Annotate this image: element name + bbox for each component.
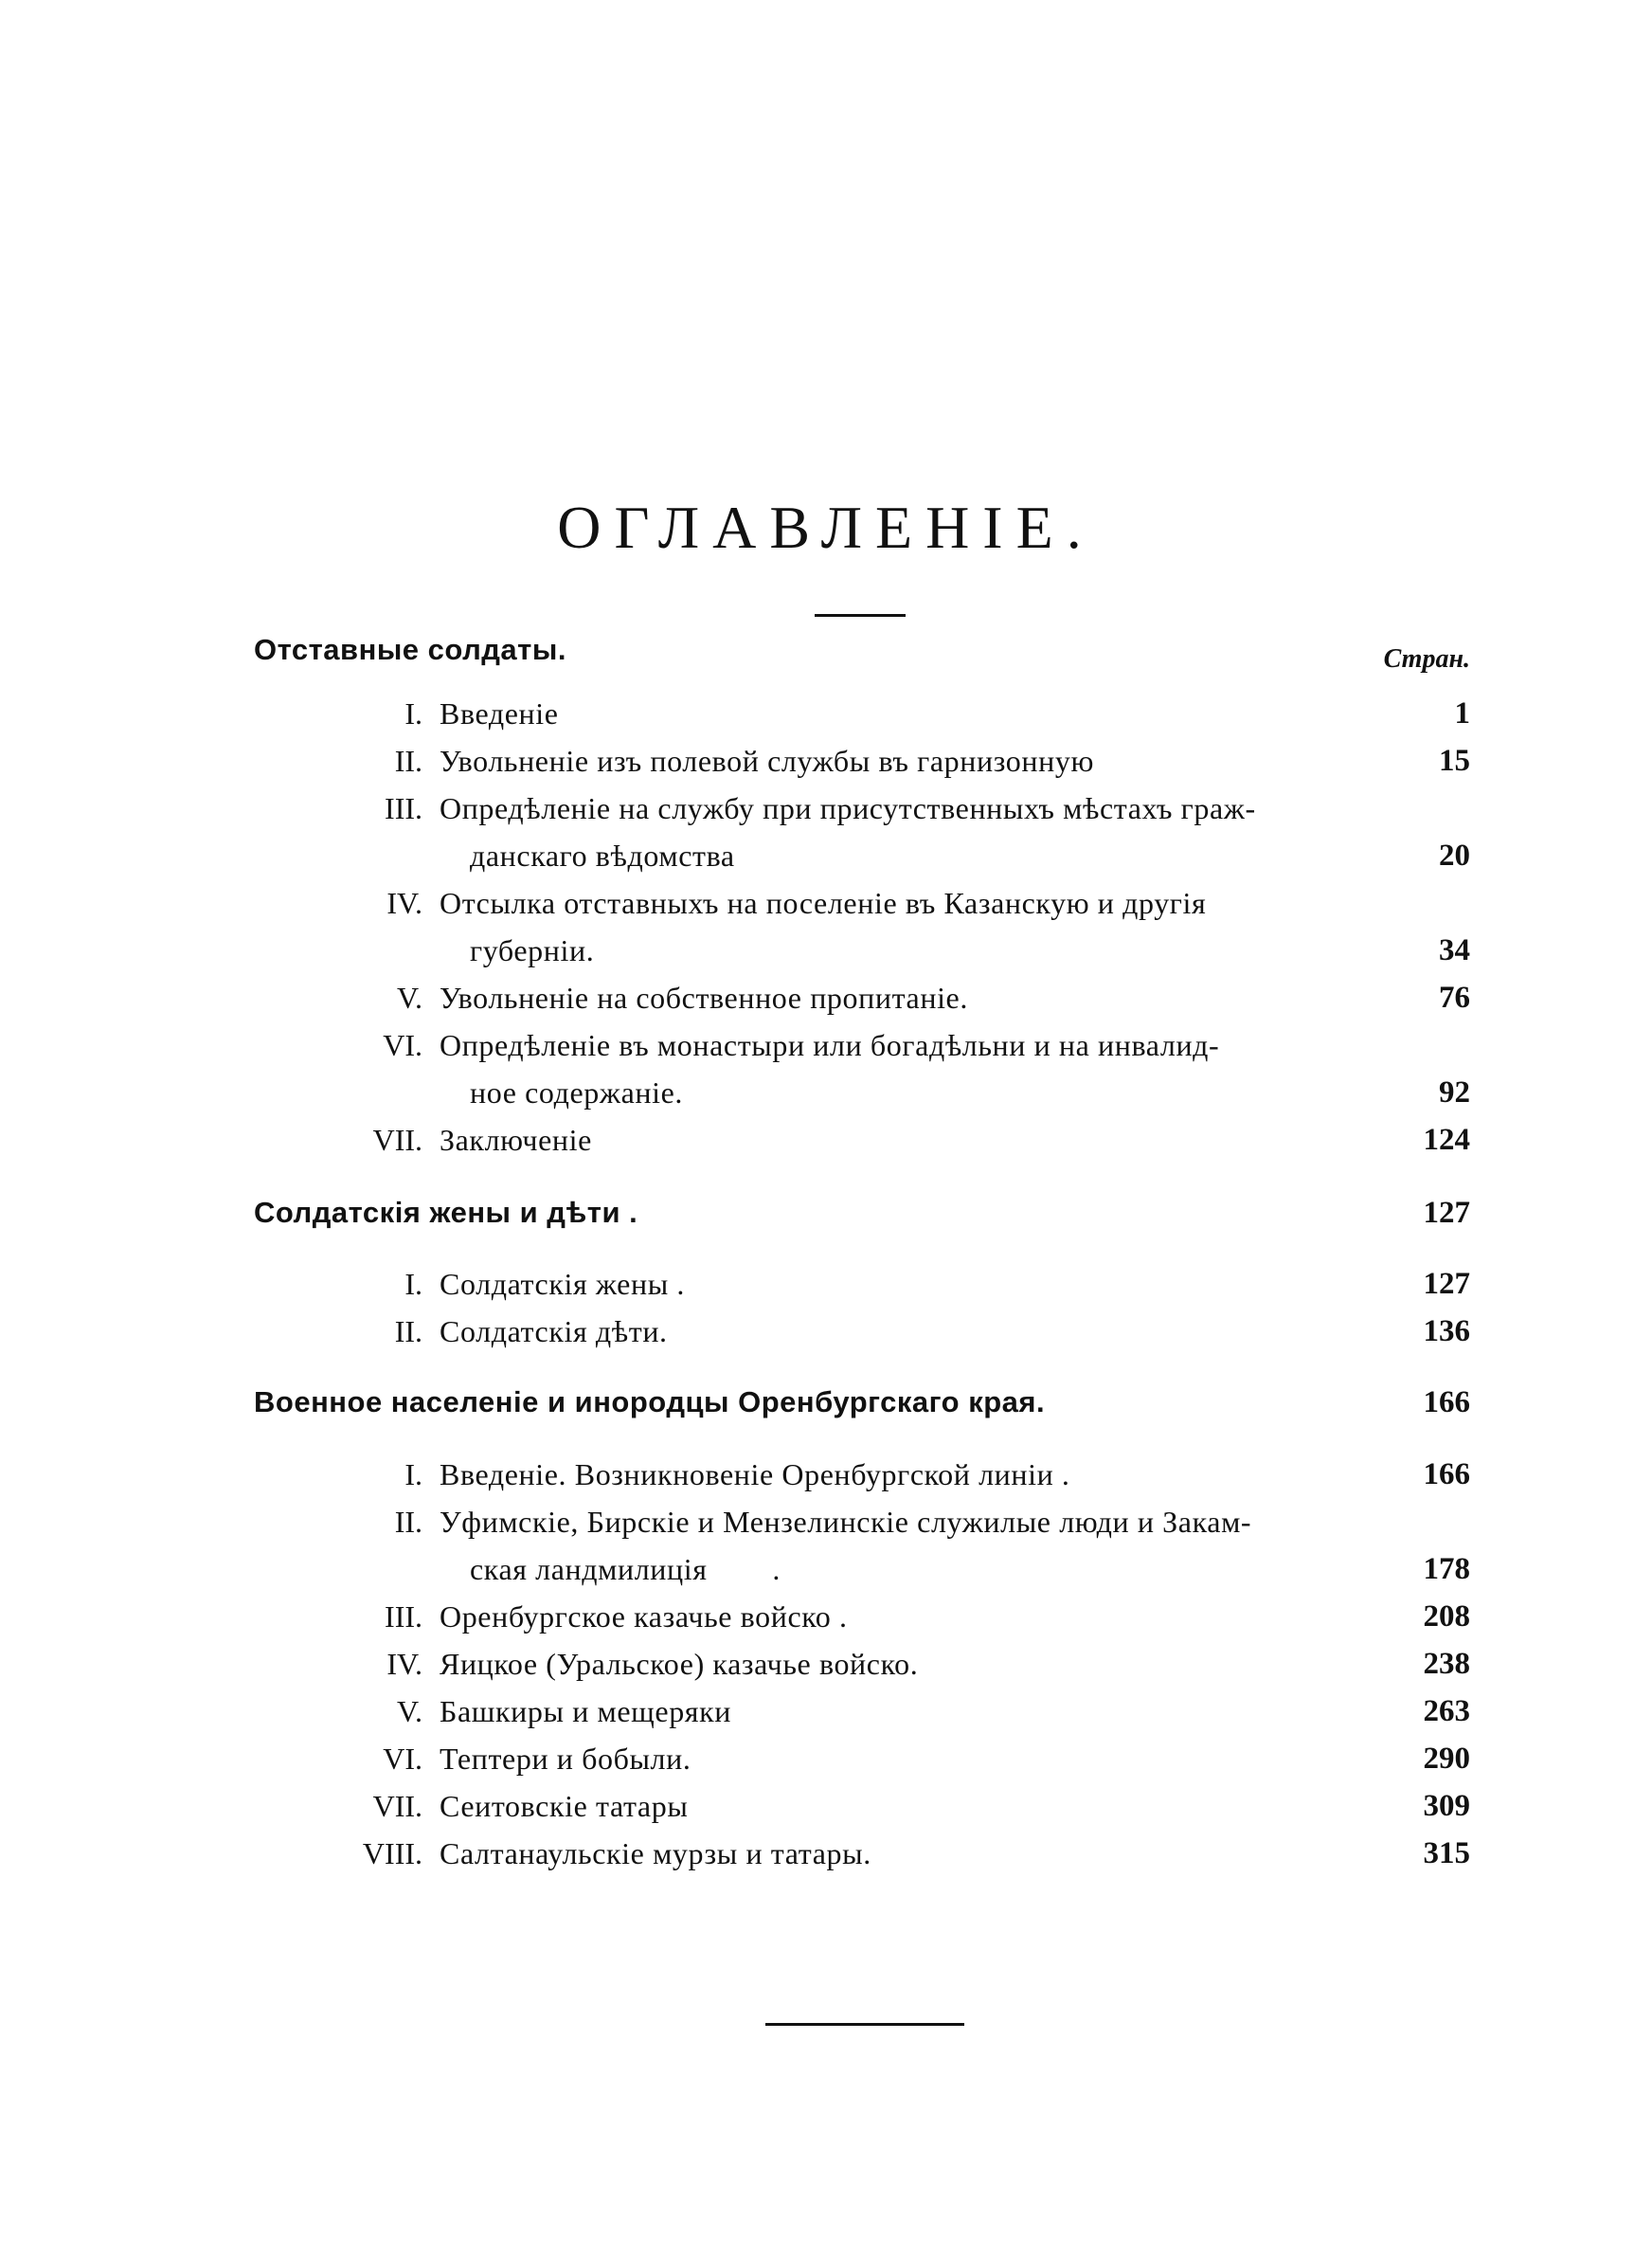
entry-number: III.	[385, 791, 422, 825]
entry-number: IV.	[386, 886, 422, 920]
entry-number: VI.	[383, 1742, 422, 1776]
entry-title: Солдатскія жены .	[440, 1267, 685, 1301]
entry-page: 127	[1423, 1267, 1470, 1301]
entry-title: Опредѣленіе на службу при присутственныхъ мѣстахъ граж-	[440, 791, 1256, 825]
entry-page: 166	[1423, 1457, 1470, 1491]
entry-number: I.	[404, 1457, 422, 1491]
section-title: Солдатскія жены и дѣти .	[254, 1196, 638, 1229]
entry-title-continuation: данскаго вѣдомства	[470, 839, 735, 873]
entry-number: VI.	[383, 1028, 422, 1062]
entry-page: 20	[1439, 839, 1470, 873]
entry-number: III.	[385, 1599, 422, 1634]
entry-page: 178	[1423, 1552, 1470, 1586]
entry-page: 238	[1423, 1647, 1470, 1681]
entry-title: Уфимскіе, Бирскіе и Мензелинскіе служилые люди и Закам-	[440, 1505, 1252, 1539]
entry-number: II.	[394, 744, 422, 778]
entry-number: I.	[404, 1267, 422, 1301]
entry-page: 290	[1423, 1742, 1470, 1776]
section-page: 166	[1423, 1385, 1470, 1419]
entry-page: 263	[1423, 1694, 1470, 1728]
entry-title: Отсылка отставныхъ на поселеніе въ Казанскую и другія	[440, 886, 1207, 920]
title-divider	[815, 614, 906, 617]
entry-number: I.	[404, 696, 422, 731]
entry-page: 76	[1439, 981, 1470, 1015]
entry-title: Введеніе	[440, 696, 559, 731]
entry-title-continuation: ская ландмилиція .	[470, 1552, 781, 1586]
entry-title: Солдатскія дѣти.	[440, 1314, 668, 1348]
entry-page: 15	[1439, 744, 1470, 778]
entry-title: Тептери и бобыли.	[440, 1742, 691, 1776]
entry-title: Увольненіе на собственное пропитаніе.	[440, 981, 968, 1015]
entry-page: 92	[1439, 1075, 1470, 1110]
entry-title-continuation: губерніи.	[470, 933, 595, 967]
entry-page: 1	[1454, 696, 1470, 731]
section-title: Отставные солдаты.	[254, 633, 566, 666]
entry-title: Салтанаульскіе мурзы и татары.	[440, 1836, 871, 1870]
entry-page: 124	[1423, 1123, 1470, 1157]
entry-title: Сеитовскіе татары	[440, 1789, 689, 1823]
entry-number: V.	[397, 981, 422, 1015]
page-column-header: Стран.	[1383, 644, 1470, 674]
entry-title-continuation: ное содержаніе.	[470, 1075, 684, 1110]
entry-title: Увольненіе изъ полевой службы въ гарнизонную	[440, 744, 1094, 778]
entry-number: II.	[394, 1314, 422, 1348]
section-title: Военное населеніе и инородцы Оренбургскаго края.	[254, 1385, 1046, 1418]
entry-title: Башкиры и мещеряки	[440, 1694, 732, 1728]
page-title: ОГЛАВЛЕНІЕ.	[557, 494, 1095, 561]
section-page: 127	[1423, 1196, 1470, 1230]
bottom-divider	[765, 2023, 964, 2026]
entry-title: Введеніе. Возникновеніе Оренбургской линіи .	[440, 1457, 1070, 1491]
entry-page: 208	[1423, 1599, 1470, 1634]
entry-number: VII.	[372, 1789, 422, 1823]
entry-number: VIII.	[362, 1836, 422, 1870]
entry-page: 309	[1423, 1789, 1470, 1823]
entry-title: Яицкое (Уральское) казачье войско.	[440, 1647, 919, 1681]
entry-page: 136	[1423, 1314, 1470, 1348]
entry-title: Заключеніе	[440, 1123, 592, 1157]
entry-number: VII.	[372, 1123, 422, 1157]
entry-title: Опредѣленіе въ монастыри или богадѣльни и на инвалид-	[440, 1028, 1220, 1062]
entry-number: IV.	[386, 1647, 422, 1681]
entry-title: Оренбургское казачье войско .	[440, 1599, 848, 1634]
entry-page: 34	[1439, 933, 1470, 967]
entry-number: II.	[394, 1505, 422, 1539]
entry-number: V.	[397, 1694, 422, 1728]
entry-page: 315	[1423, 1836, 1470, 1870]
